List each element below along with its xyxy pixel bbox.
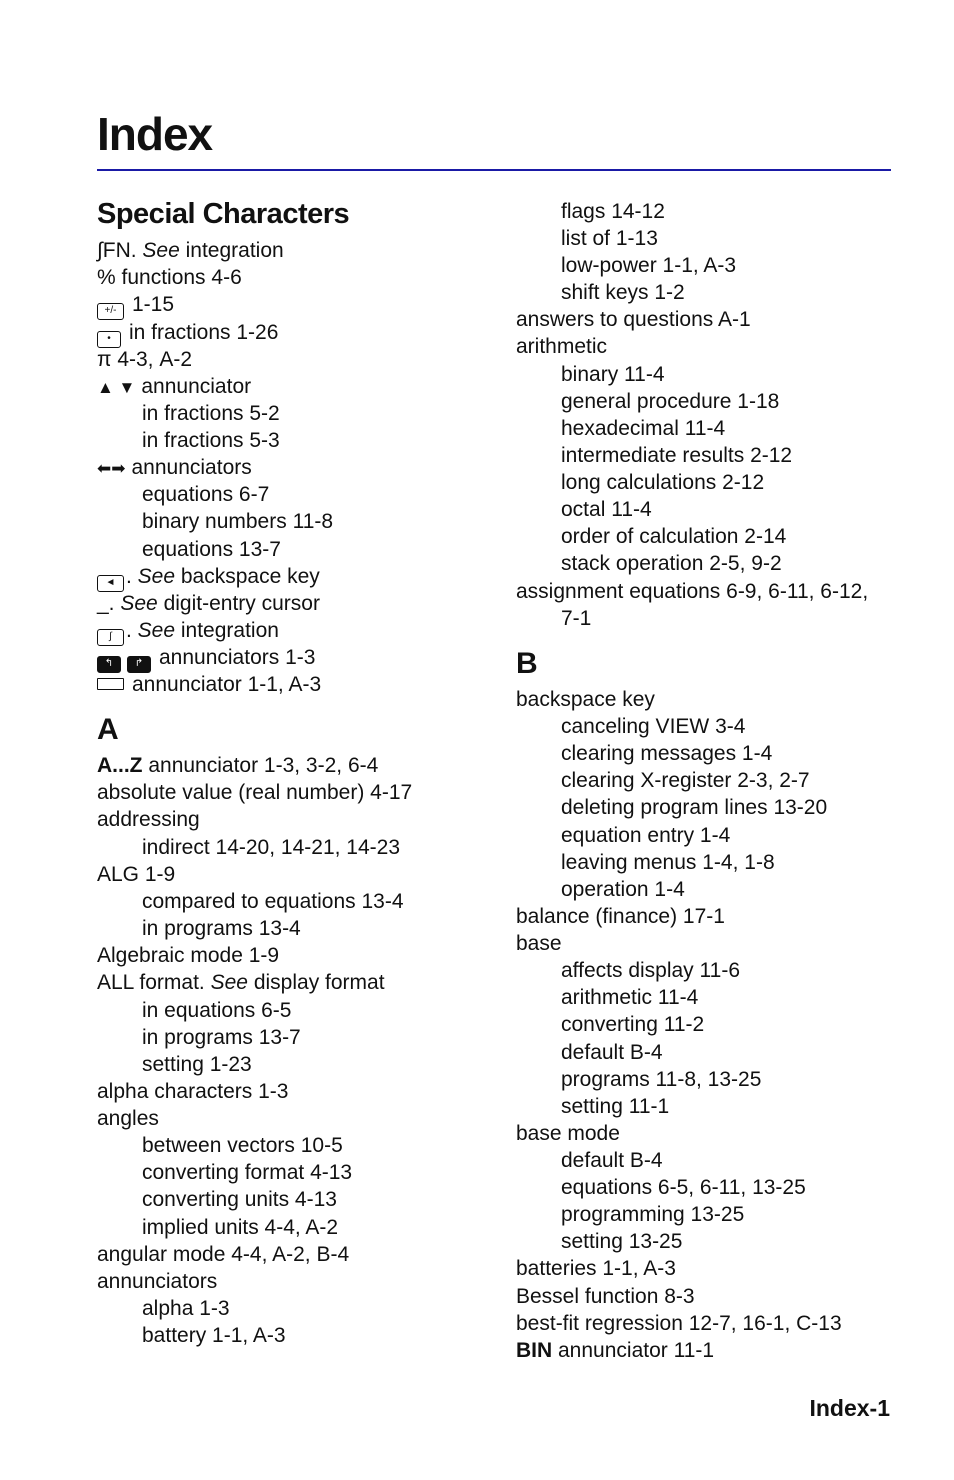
entry-text: ALL format. — [97, 971, 211, 994]
sub-entry: indirect 14-20, 14-21, 14-23 — [142, 836, 400, 859]
entry-ref: 1-15 — [132, 293, 175, 316]
sub-entry: equations 6-7 — [142, 483, 270, 506]
up-down-arrows-icon: ▲ ▼ — [97, 378, 136, 397]
see-label: See — [120, 592, 158, 615]
entry-text: ∫FN. — [97, 239, 143, 262]
entry-label: annunciators — [131, 456, 252, 479]
sub-entry: setting 11-1 — [561, 1095, 670, 1118]
sub-entry: list of 1-13 — [561, 227, 658, 250]
entry-backspace: ◄ . See backspace key — [97, 563, 320, 590]
sub-entry: stack operation 2-5, 9-2 — [561, 552, 782, 575]
sub-entry: in fractions 5-2 — [142, 402, 280, 425]
index-entry: Bessel function 8-3 — [516, 1285, 695, 1308]
entry-shift — [97, 644, 315, 671]
entry-target: digit-entry cursor — [157, 592, 320, 615]
page-number: Index-1 — [809, 1395, 890, 1421]
battery-icon — [97, 678, 124, 690]
index-entry: base mode — [516, 1122, 620, 1145]
sub-entry: default B-4 — [561, 1041, 663, 1064]
left-shift-icon: ↰ — [97, 656, 121, 673]
entry-pi: π 4-3, A-2 — [97, 348, 193, 371]
sub-entry: order of calculation 2-14 — [561, 525, 787, 548]
sub-entry: converting units 4-13 — [142, 1188, 337, 1211]
index-entry: batteries 1-1, A-3 — [516, 1257, 676, 1280]
entry-continuation: 7-1 — [561, 607, 592, 630]
index-entry: assignment equations 6-9, 6-11, 6-12, — [516, 580, 869, 603]
see-label: See — [137, 565, 176, 588]
entry-leftright — [97, 454, 252, 481]
integrate-key-icon: ∫ — [97, 629, 124, 646]
entry-integral-fn — [97, 237, 284, 264]
backspace-key-icon: ◄ — [97, 575, 124, 592]
sub-entry: affects display 11-6 — [561, 959, 740, 982]
sub-entry: programs 11-8, 13-25 — [561, 1068, 762, 1091]
sub-entry: in programs 13-7 — [142, 1026, 301, 1049]
see-label: See — [142, 239, 180, 262]
sub-entry: equation entry 1-4 — [561, 824, 731, 847]
sub-entry: flags 14-12 — [561, 200, 665, 223]
entry-percent: % functions 4-6 — [97, 266, 242, 289]
entry-target: display format — [247, 971, 385, 994]
entry-text: _. — [97, 592, 121, 615]
entry-bold: BIN — [516, 1339, 553, 1362]
sub-entry: in equations 6-5 — [142, 999, 292, 1022]
entry-cursor — [97, 590, 320, 617]
index-entry: angular mode 4-4, A-2, B-4 — [97, 1243, 350, 1266]
sub-entry: in fractions 5-3 — [142, 429, 280, 452]
entry-target: backspace key — [175, 565, 320, 588]
sub-entry: arithmetic 11-4 — [561, 986, 699, 1009]
index-entry: arithmetic — [516, 335, 608, 358]
sub-entry: equations 6-5, 6-11, 13-25 — [561, 1176, 806, 1199]
sub-entry: setting 13-25 — [561, 1230, 683, 1253]
sub-entry: deleting program lines 13-20 — [561, 796, 828, 819]
entry-battery — [97, 671, 321, 698]
entry-ref: annunciator 1-1, A-3 — [132, 673, 322, 696]
sub-entry: intermediate results 2-12 — [561, 444, 793, 467]
entry-all-format — [97, 969, 385, 996]
see-label: See — [137, 619, 176, 642]
left-right-arrows-icon: ⬅➡ — [97, 459, 126, 478]
index-entry: addressing — [97, 808, 200, 831]
entry-ref: in fractions 1-26 — [129, 321, 279, 344]
dot-key-icon: • — [97, 331, 121, 348]
sub-entry: leaving menus 1-4, 1-8 — [561, 851, 775, 874]
sub-entry: between vectors 10-5 — [142, 1134, 343, 1157]
entry-dot — [97, 319, 278, 346]
sub-entry: hexadecimal 11-4 — [561, 417, 726, 440]
section-heading-special: Special Characters — [97, 198, 350, 230]
sub-entry: in programs 13-4 — [142, 917, 301, 940]
sub-entry: operation 1-4 — [561, 878, 685, 901]
entry-a-z — [97, 752, 378, 779]
title-rule — [97, 169, 891, 171]
sub-entry: long calculations 2-12 — [561, 471, 765, 494]
entry-bin — [516, 1337, 714, 1364]
index-entry: ALG 1-9 — [97, 863, 176, 886]
entry-label: annunciator — [141, 375, 252, 398]
index-entry: absolute value (real number) 4-17 — [97, 781, 413, 804]
sub-entry: programming 13-25 — [561, 1203, 745, 1226]
index-entry: angles — [97, 1107, 159, 1130]
sub-entry: canceling VIEW 3-4 — [561, 715, 746, 738]
index-entry: best-fit regression 12-7, 16-1, C-13 — [516, 1312, 842, 1335]
section-heading-a: A — [97, 713, 119, 746]
entry-integrate: ∫ . See integration — [97, 617, 279, 644]
sub-entry: alpha 1-3 — [142, 1297, 230, 1320]
index-entry: Algebraic mode 1-9 — [97, 944, 280, 967]
sub-entry: clearing X-register 2-3, 2-7 — [561, 769, 810, 792]
sub-entry: default B-4 — [561, 1149, 663, 1172]
index-entry: annunciators — [97, 1270, 218, 1293]
sub-entry: octal 11-4 — [561, 498, 652, 521]
sub-entry: clearing messages 1-4 — [561, 742, 773, 765]
entry-updown — [97, 373, 251, 400]
sub-entry: low-power 1-1, A-3 — [561, 254, 737, 277]
entry-rest: annunciator 1-3, 3-2, 6-4 — [142, 754, 379, 777]
plus-minus-key-icon: +/- — [97, 303, 124, 320]
entry-bold: A...Z — [97, 754, 143, 777]
entry-target: integration — [175, 619, 279, 642]
sub-entry: battery 1-1, A-3 — [142, 1324, 286, 1347]
right-shift-icon: ↱ — [127, 656, 151, 673]
sub-entry: compared to equations 13-4 — [142, 890, 404, 913]
sub-entry: binary numbers 11-8 — [142, 510, 334, 533]
entry-target: integration — [179, 239, 284, 262]
see-label: See — [210, 971, 248, 994]
entry-ref: annunciators 1-3 — [159, 646, 316, 669]
index-entry: base — [516, 932, 562, 955]
sub-entry: shift keys 1-2 — [561, 281, 685, 304]
index-entry: answers to questions A-1 — [516, 308, 751, 331]
page-title: Index — [97, 108, 213, 160]
sub-entry: implied units 4-4, A-2 — [142, 1216, 339, 1239]
sub-entry: converting format 4-13 — [142, 1161, 353, 1184]
entry-plusminus — [97, 291, 174, 318]
sub-entry: general procedure 1-18 — [561, 390, 780, 413]
index-entry: backspace key — [516, 688, 655, 711]
sub-entry: binary 11-4 — [561, 363, 665, 386]
sub-entry: converting 11-2 — [561, 1013, 705, 1036]
section-heading-b: B — [516, 647, 538, 680]
index-entry: balance (finance) 17-1 — [516, 905, 725, 928]
sub-entry: equations 13-7 — [142, 538, 281, 561]
index-entry: alpha characters 1-3 — [97, 1080, 289, 1103]
entry-rest: annunciator 11-1 — [552, 1339, 715, 1362]
sub-entry: setting 1-23 — [142, 1053, 252, 1076]
